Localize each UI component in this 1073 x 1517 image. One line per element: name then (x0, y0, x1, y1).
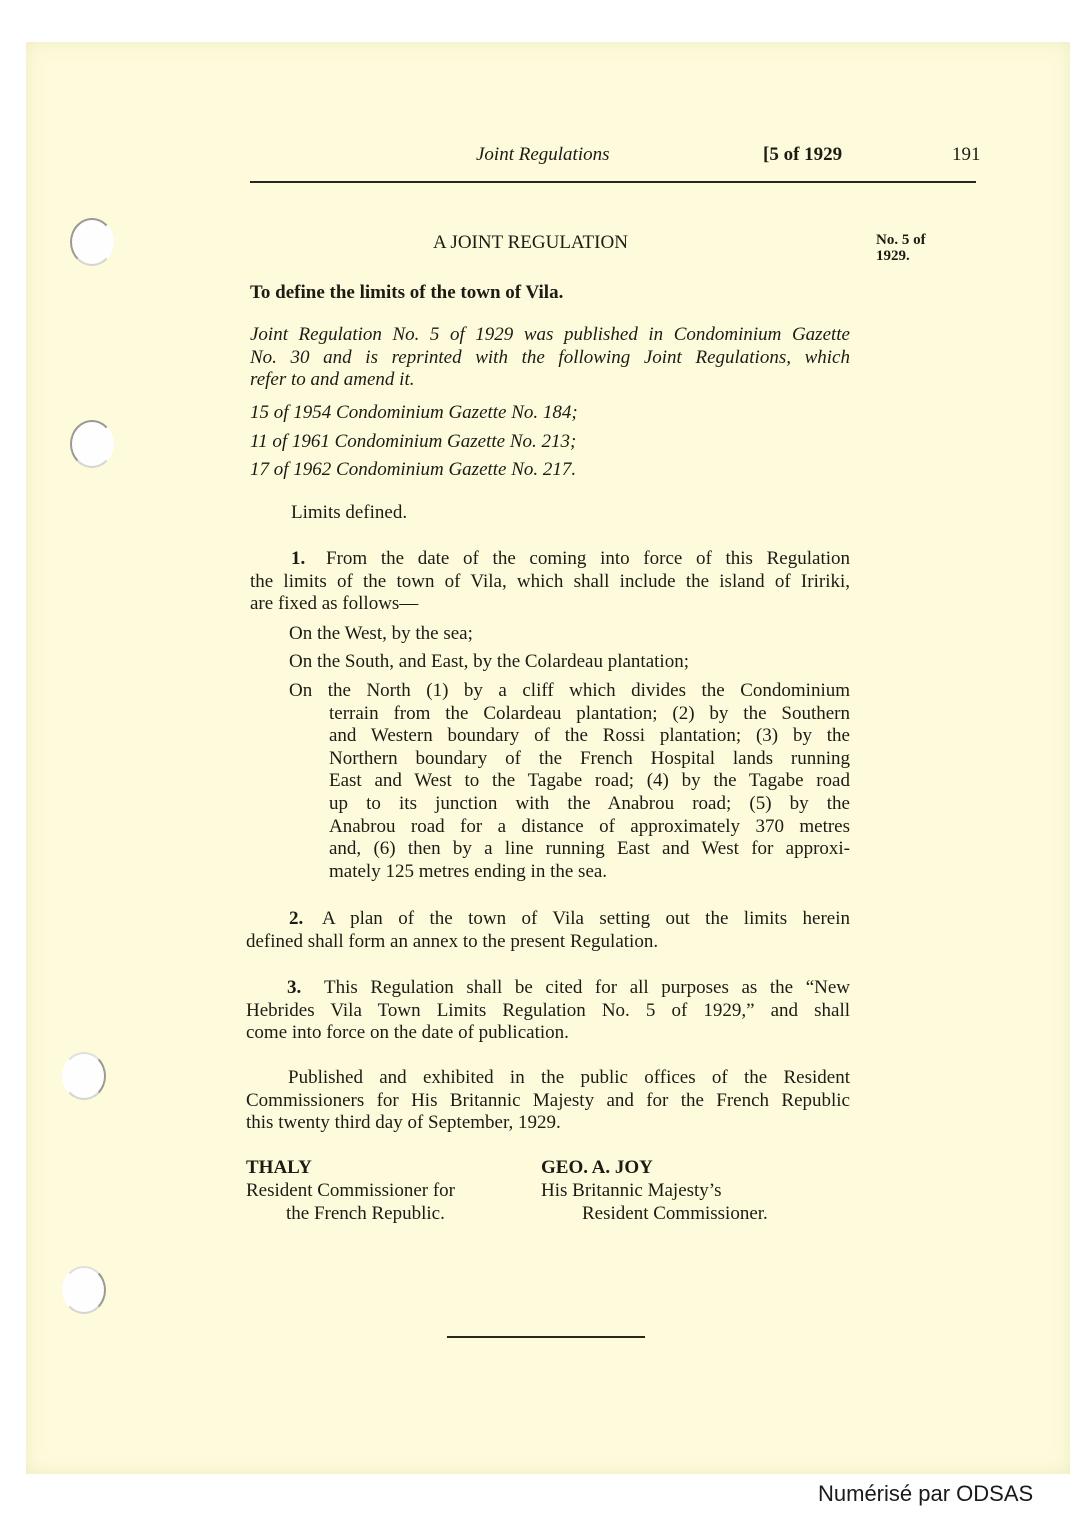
paragraph-line: Hebrides Vila Town Limits Regulation No. 5 of 1929,” and shall (246, 999, 850, 1021)
amendment-line: 11 of 1961 Condominium Gazette No. 213; (250, 431, 577, 452)
signatory-name-left: THALY (246, 1157, 312, 1178)
binder-hole (62, 1052, 106, 1100)
paragraph-line: A plan of the town of Vila setting out the limits herein (322, 908, 850, 929)
publication-statement (246, 1067, 850, 1135)
paragraph-line: This Regulation shall be cited for all purposes as the “New (324, 977, 850, 998)
north-line: and, (6) then by a line running East and West for approxi- (329, 838, 850, 860)
closing-rule (447, 1336, 645, 1338)
header-rule (250, 181, 976, 183)
document-title: A JOINT REGULATION (433, 232, 628, 253)
paragraph-line: defined shall form an annex to the present Regulation. (246, 930, 659, 952)
running-title: Joint Regulations (476, 144, 610, 165)
publication-note (250, 324, 850, 392)
signatory-title-right: His Britannic Majesty’s (541, 1180, 722, 1201)
paragraph-number: 3. (287, 977, 302, 998)
publication-line: this twenty third day of September, 1929. (246, 1112, 561, 1133)
paragraph-2 (246, 908, 850, 953)
paragraph-line: come into force on the date of publication. (246, 1022, 569, 1043)
north-line: Anabrou road for a distance of approximately 370 metres (329, 815, 850, 837)
digitization-credit: Numérisé par ODSAS (818, 1481, 1034, 1506)
north-line: East and West to the Tagabe road; (4) by the Tagabe road (329, 770, 850, 792)
subtitle: To define the limits of the town of Vila. (250, 282, 564, 303)
paragraph-line: are fixed as follows— (250, 593, 419, 614)
paragraph-line: the limits of the town of Vila, which shall include the island of Iririki, (250, 570, 850, 592)
amendment-line: 15 of 1954 Condominium Gazette No. 184; (250, 402, 578, 423)
paragraph-number: 1. (291, 548, 306, 569)
amendment-line: 17 of 1962 Condominium Gazette No. 217. (250, 459, 577, 480)
paragraph-3 (246, 977, 850, 1045)
north-line: Northern boundary of the French Hospital lands running (329, 747, 850, 769)
north-limit (289, 680, 850, 883)
signatory-title-left: Resident Commissioner for (246, 1180, 455, 1201)
note-line: Joint Regulation No. 5 of 1929 was published in Condominium Gazette (250, 324, 850, 345)
paragraph-1 (250, 548, 850, 616)
binder-hole (70, 218, 114, 266)
margin-note-line: 1929. (876, 248, 910, 264)
north-line: mately 125 metres ending in the sea. (329, 860, 608, 882)
north-line: On the North (1) by a cliff which divides the Condominium (289, 680, 850, 701)
signatory-title-right: Resident Commissioner. (582, 1203, 768, 1224)
section-heading: Limits defined. (291, 502, 408, 523)
binder-hole (70, 420, 114, 468)
signatory-title-left: the French Republic. (286, 1203, 445, 1224)
publication-line: Published and exhibited in the public offices of the Resident (288, 1067, 850, 1088)
publication-line: Commissioners for His Britannic Majesty and for the French Republic (246, 1089, 850, 1111)
margin-note-line: No. 5 of (876, 232, 926, 248)
paragraph-number: 2. (289, 908, 304, 929)
limit-item: On the South, and East, by the Colardeau plantation; (289, 651, 689, 672)
north-line: up to its junction with the Anabrou road; (5) by the (329, 792, 850, 814)
limit-item: On the West, by the sea; (289, 623, 473, 644)
note-line: refer to and amend it. (250, 369, 415, 390)
signatory-name-right: GEO. A. JOY (541, 1157, 653, 1178)
paragraph-line: From the date of the coming into force of this Regulation (326, 548, 850, 569)
regulation-reference: [5 of 1929 (763, 144, 843, 165)
binder-hole (62, 1266, 106, 1314)
note-line: No. 30 and is reprinted with the following Joint Regulations, which (250, 346, 850, 368)
north-line: terrain from the Colardeau plantation; (2) by the Southern (329, 702, 850, 724)
page-number: 191 (952, 144, 981, 165)
north-line: and Western boundary of the Rossi plantation; (3) by the (329, 725, 850, 747)
